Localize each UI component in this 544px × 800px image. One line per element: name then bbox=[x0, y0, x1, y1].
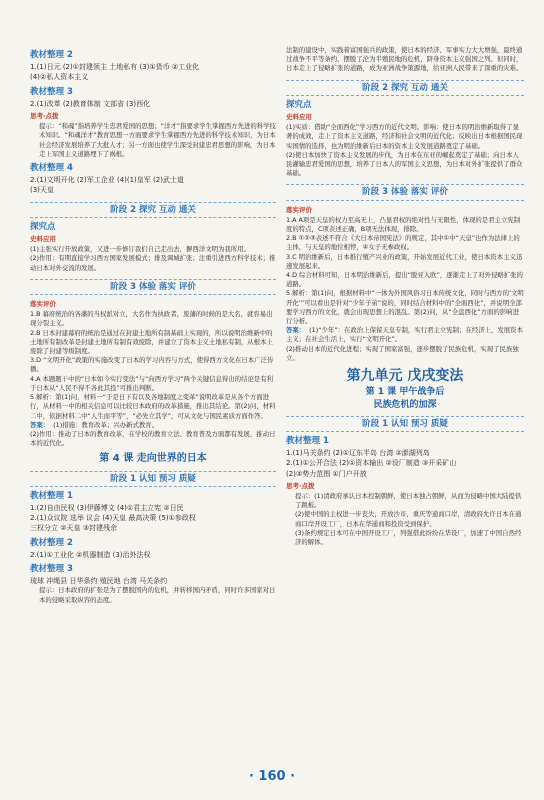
unit-title: 第九单元 戊戌变法 bbox=[346, 368, 464, 385]
answer-line: 法制的建设中，实践着富国强兵的政策，使日本的经济、军事实力大大增强，最终通过战争不平等条约，摆脱了沦为半殖民地的危机，跻身资本主义强国之列。但同时，日本走上了侵略扩张的道路，成为亚洲战争策源地，给亚洲人民带来了深重的灾难。 bbox=[286, 46, 523, 73]
right-column bbox=[286, 46, 524, 547]
section-title: 教材整理 1 bbox=[286, 435, 329, 446]
eval-item: 1.B 幕府统治的各藩的当权派对立，大名作为执政者，废藩的时候的是大名，就容易出现分裂主义。 bbox=[30, 310, 273, 328]
eval-item: 2.B ①②③表述不符合《大日本帝国宪法》的规定，其中①中“天皇”也作为法律上的主体，与天皇的地位相悖，④女子无参政权。 bbox=[286, 234, 520, 252]
section-title: 教材整理 3 bbox=[30, 563, 73, 574]
eval-item: 5.解析：第(1)问，材料一“于是日下有以及各地制度之变革”说明改革是从各个方面进行，从材料一中的相关信息可以比较日本政府的改革措施，推出其结论。第(2)问，材料二中，依据材料二中“人生而平等”，“必先立其学”，可从文化与国民素质方面作答。 bbox=[30, 393, 276, 420]
eval-label: 落实评价 bbox=[286, 205, 312, 214]
eval-item: 5.解析：第(1)问，根据材料中“一体为外国风俗习日本传统文化，同时与西方的‘文明开化’”可以看出是针对“少年子弟”说的，同时结合材料中的“全面西化”，并说明全部要学习西方的文化，就会出现思想上的混乱。第(2)问，从“全盘西化”方面的影响进行分析。 bbox=[286, 289, 524, 326]
answer-line: 三权分立 ②天皇 ③封建残余 bbox=[30, 524, 118, 533]
app-label: 史料应用 bbox=[30, 235, 56, 244]
answer-line: 2.(1)文明开化 (2)军工企业 (4)(1)皇军 (2)武士道 bbox=[30, 176, 184, 185]
think-text: 提示：(1)清政府承认日本控制朝鲜，使日本独占朝鲜，从而为侵略中国大陆提供了跳板。 bbox=[295, 491, 522, 510]
lesson-title: 第 4 课 走向世界的日本 bbox=[99, 453, 207, 465]
think-text: 提示：“和魂”指培养学生忠君爱国的思想；“洋才”指要求学生掌握西方先进的科学技术知识。“和魂洋才”教育思想一方面要求学生掌握西方先进的科学技术知识，为日本社会经济发展培养了大批人才；另一方面也使学生深受封建忠君思想的影响，为日本走上军国主义道路埋下了祸根。 bbox=[39, 122, 276, 158]
section-title: 教材整理 2 bbox=[30, 537, 73, 548]
answer-text: (1)措施：教育改革；兴办新式教育。 bbox=[53, 420, 159, 429]
think-text: (2)使中国的主权进一步丧失，开放沙市、重庆等通商口岸，清政府允许日本在通商口岸开设工厂，日本在华通商和投资受到保护。 bbox=[295, 510, 522, 528]
answer-line: (2)使日本加快了资本主义发展的步伐，为日本在东亚的崛起奠定了基础；向日本人民灌输忠君爱国的思想，培养了日本人的军国主义思想，为日本对外扩张提供了群众基础。 bbox=[286, 150, 523, 178]
answer-line: 1.(1)马关条约 (2)①辽东半岛 台湾 ②澎湖列岛 bbox=[286, 449, 430, 458]
section-title: 教材整理 2 bbox=[30, 50, 73, 60]
answer-line: 2.(1)众议院 选举 议会 (4)天皇 最高决策 (5)①参政权 bbox=[30, 514, 196, 523]
lesson-subtitle: 民族危机的加深 bbox=[373, 399, 437, 410]
answer-line: (2)推动日本的近代化进程；实现了国家富强，逐步摆脱了民族危机，实现了民族独立。 bbox=[286, 344, 519, 362]
answer-line: 1.(1)日元 (2)①封建领主 土地私有 (3)①货币 ②工业化 bbox=[30, 63, 200, 72]
lesson-title: 第 1 课 甲午战争后 bbox=[365, 387, 445, 398]
section-title: 教材整理 1 bbox=[30, 490, 73, 501]
answer-label: 答案： bbox=[286, 326, 306, 335]
answer-line: (1)实质：借助“全面西化”学习西方的近代文明。影响：使日本的明治维新取得了显著的成效，走上了资本主义道路，经济和社会文明的近代化；反映出日本根据国民现实国情的选择，也为明治维新后日本的资本主义发展道路奠定了基础。 bbox=[286, 123, 523, 150]
stage-banner: 阶段 3 体验 落实 评价 bbox=[30, 279, 276, 295]
page-number: · 160 · bbox=[248, 769, 296, 784]
answer-text: (1)“少年”：在政治上保留天皇专制，实行君主立宪制；在经济上，发展资本主义；在社会生活上，实行“文明开化”。 bbox=[286, 326, 523, 344]
answer-line: (2)作用：推动了日本的教育改革，在学校的教育立法、教育普及方面都有发展，推动日本的近代化。 bbox=[30, 429, 276, 448]
answer-line: 2.(1)①工业化 ②机器制造 (3)治外法权 bbox=[30, 550, 151, 559]
answer-line: (2)作用：有期直接学习西方国家发展模式；排及调城扩张；注重引进西方科学技术；推动日本对外交流的发展。 bbox=[30, 254, 276, 272]
answer-line: 1.(2)自由民权 (3)伊藤博文 (4)①君主立宪 ②日民 bbox=[30, 503, 184, 512]
section-title: 教材整理 3 bbox=[30, 86, 73, 97]
answer-line: (3)天皇 bbox=[30, 186, 54, 195]
stage-banner: 阶段 3 体验 落实 评价 bbox=[286, 184, 524, 200]
think-text: 提示：日本政府的扩张是为了摆脱国内的危机，并转移国内矛盾，同时许多国家对日本的侵略采取纵容的态度。 bbox=[39, 586, 276, 604]
eval-item: 4.A 本题题干中的“日本如今实行变法”与“向西方学习”两个关键信息得出的结论是有利于日本从“人民不得不各此其投”可推出判断。 bbox=[30, 374, 274, 392]
eval-item: 3.D “文明开化”政策的实施改变了日本的学习内容与方式，使得西方文化在日本广泛传播。 bbox=[30, 356, 274, 374]
stage-banner: 阶段 2 探究 互动 通关 bbox=[286, 80, 524, 96]
stage-banner: 阶段 2 探究 互动 通关 bbox=[30, 202, 276, 218]
stage-banner: 阶段 1 认知 预习 质疑 bbox=[30, 471, 276, 487]
answer-line: (2)③势力范围 ①门户开放 bbox=[286, 469, 367, 478]
answer-line: 2.(1)改革 (2)教育体制 文部省 (3)西化 bbox=[30, 99, 151, 108]
eval-item: 1.A A项是天皇的权力至高无上，凸显君权的绝对性与无限性，体现的是君主立宪制度的特点，C项表述正确，B项无法体现，排除。 bbox=[286, 215, 521, 234]
answer-line: (4)②私人资本主义 bbox=[30, 73, 89, 82]
answer-line: (1)主张实行开放政策，又进一步修订我们自己走出去，摒西洋文明为我所用。 bbox=[30, 245, 250, 254]
eval-item: 3.C 明治维新后，日本推行殖产兴业的政策，开始发展近代工业，使日本资本主义迅速发展起来。 bbox=[286, 252, 523, 270]
stage-banner: 阶段 1 认知 预习 质疑 bbox=[286, 416, 524, 432]
answer-block bbox=[30, 421, 276, 430]
think-label: 思考·点拨 bbox=[30, 112, 59, 121]
think-label: 思考·点拨 bbox=[286, 481, 315, 490]
explore-title: 探究点 bbox=[286, 99, 312, 110]
answer-line: 2.(1)①公开合法 (2)①资本输出 ②设厂制造 ③开采矿山 bbox=[286, 459, 457, 468]
eval-item: 4.D 综合材料可知，日本明治维新后，提出“脱亚入欧”，逐渐走上了对外侵略扩张的道路。 bbox=[286, 271, 523, 289]
left-column bbox=[30, 46, 276, 605]
section-title: 教材整理 4 bbox=[30, 163, 73, 174]
answer-line: 琉球 冲绳县 日华条约 殖民地 台湾 马关条约 bbox=[30, 577, 168, 586]
app-label: 史料应用 bbox=[286, 113, 312, 122]
eval-item: 2.B 日本封建幕府的统治是通过在封建土地所有制基础上实现的，所以说明治维新中的土地所有制改革是封建土地所有制有效废除，并建立了资本主义土地私有制，从根本上废除了封建等级制度。 bbox=[30, 328, 273, 356]
explore-title: 探究点 bbox=[30, 221, 56, 232]
eval-label: 落实评价 bbox=[30, 300, 56, 309]
answer-label: 答案： bbox=[30, 420, 50, 429]
think-text: (3)条约规定日本可在中国开设工厂，列强借此纷纷在华设厂，加速了中国自然经济的解体。 bbox=[295, 528, 522, 546]
answer-block bbox=[286, 326, 524, 344]
